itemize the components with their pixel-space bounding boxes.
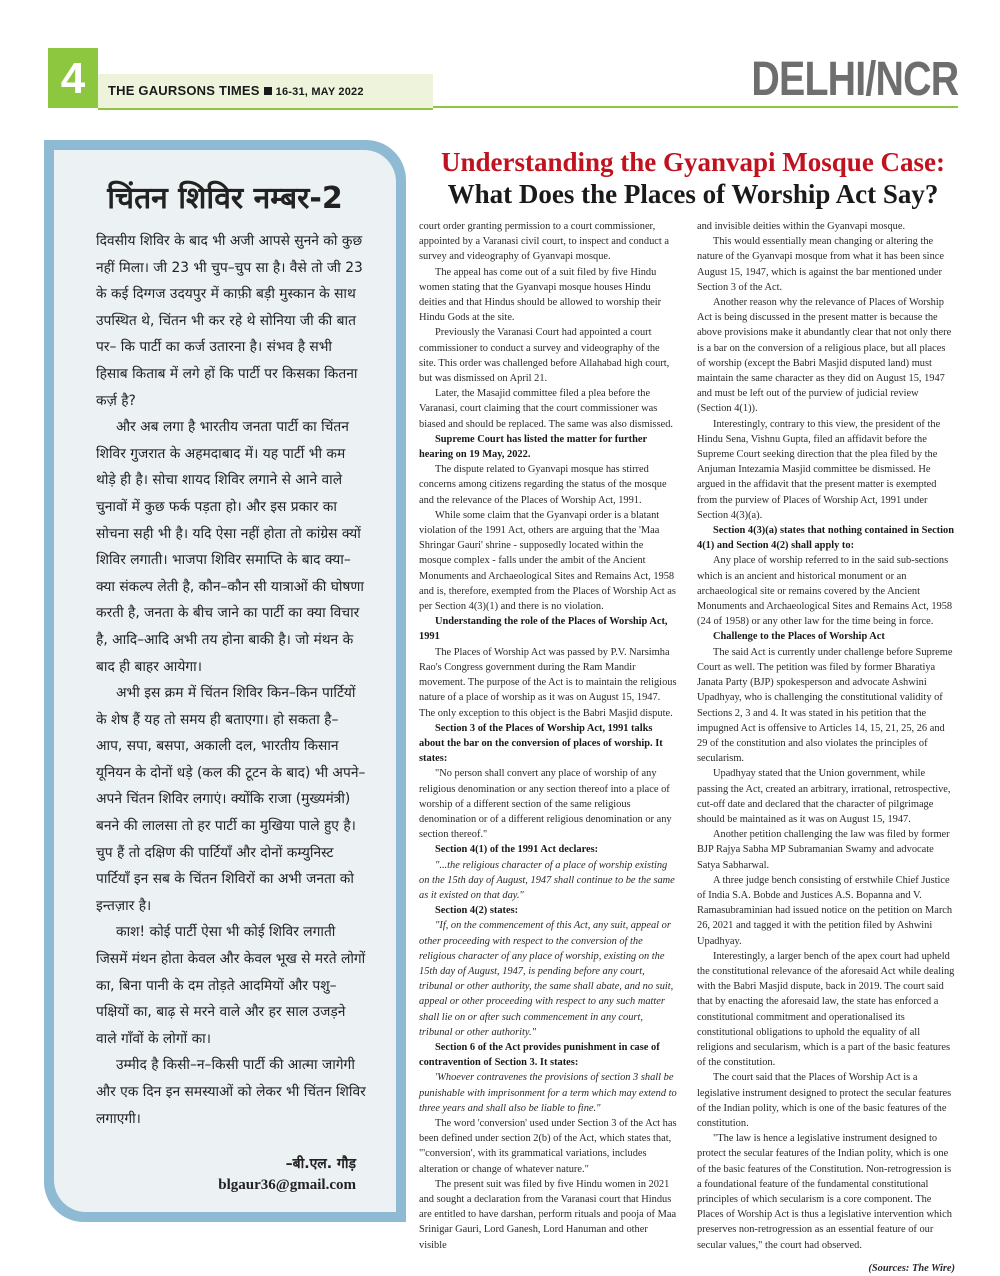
article-paragraph: Previously the Varanasi Court had appointed a court commissioner to conduct a survey and videography of the site. This order was challenged before Allahabad high court, but was dismissed on April 21. [419,327,670,385]
article-subheading: Section 4(1) of the 1991 Act declares: [435,844,599,856]
masthead-strip [98,74,433,110]
headline-line-2: What Does the Places of Worship Act Say? [447,179,939,209]
article-paragraph: The said Act is currently under challenge before Supreme Court as well. The petition was filed by former Bharatiya Janata Party (BJP) spokesperson and advocate Ashwini Upadhyay, who is challenging the constitutional validity of Sections 2, 3 and 4. It was stated in his petition that the impugned Act is offensive to Articles 14, 15, 21, 25, 26 and 29 of the constitution and also violates the principles of secularism. [697,646,953,765]
article-subheading: Supreme Court has listed the matter for further hearing on 19 May, 2022. [419,433,647,461]
page-header [48,48,958,110]
editorial-paragraph: दिवसीय शिविर के बाद भी अजी आपसे सुनने को कुछ नहीं मिला। जी 23 भी चुप–चुप सा है। वैसे तो जी 23 के कई दिग्गज उदयपुर में काफ़ी बड़ी मुस्कान के साथ उपस्थित थे, चिंतन भी कर रहे थे सोनिया जी की बात पर– कि पार्टी का कर्ज उतारना है। संभव है सभी हिसाब किताब में लगे हों कि पार्टी पर किसका कितना कर्ज़ है? [96,233,363,409]
article-paragraph: court order granting permission to a court commissioner, appointed by a Varanasi civil court, to inspect and conduct a survey and videography of Gyanvapi mosque. [419,221,669,263]
article-paragraph: The appeal has come out of a suit filed by five Hindu women stating that the Gyanvapi mosque houses Hindu deities and that Hindus should be allowed to worship their Hindu Gods at the site. [419,266,662,324]
editorial-body [96,228,366,1132]
editorial-paragraph: काश! कोई पार्टी ऐसा भी कोई शिविर लगाती जिसमें मंथन होता केवल और केवल भूख से मरते लोगों का, बिना पानी के दम तोड़ते आदमियों और पशु–पक्षियों का, बाढ़ से मरने वाले और हर साल उजड़ने वाले गाँवों के लोगों का। [96,924,366,1047]
article-subheading: Understanding the role of the Places of Worship Act, 1991 [419,616,668,643]
author-name: –बी.एल. गौड़ [285,1156,356,1172]
article-subheading: Section 4(2) states: [435,905,519,917]
article-quote: 'Whoever contravenes the provisions of section 3 shall be punishable with imprisonment for a term which may extend to three years and shall also be liable to fine." [419,1072,677,1114]
article-subheading: Section 6 of the Act provides punishment in case of contravention of Section 3. It states: [419,1041,660,1069]
article-subheading: Section 4(3)(a) states that nothing contained in Section 4(1) and Section 4(2) shall apply to: [697,525,955,552]
square-bullet-icon [264,87,272,95]
article-column-1 [419,219,677,1253]
article-paragraph: Another petition challenging the law was filed by former BJP Rajya Sabha MP Subramanian Swamy and advocate Satya Sabharwal. [697,829,950,871]
editorial-paragraph: उम्मीद है किसी–न–किसी पार्टी की आत्मा जागेगी और एक दिन इन समस्याओं को लेकर भी चिंतन शिविर लगाएगी। [96,1057,366,1127]
article-paragraph: and invisible deities within the Gyanvapi mosque. [697,221,906,232]
page-number: 4 [48,48,98,108]
editorial-title: चिंतन शिविर नम्बर-2 [107,181,343,216]
article-paragraph: This would essentially mean changing or altering the nature of the Gyanvapi mosque from what it has been since August 15, 1947, which is against the bar mentioned under Section 3 of the Act. [697,236,944,293]
author-signature [218,1154,356,1194]
article-paragraph: Upadhyay stated that the Union government, while passing the Act, created an arbitrary, irrational, retrospective, cut-off date and declared that the character of pilgrimage should be maintained as it was on August 15, 1947. [697,768,951,825]
article-quote: "...the religious character of a place of worship existing on the 15th day of August, 1947 shall continue to be the same as it existed on that day." [419,859,675,901]
article-paragraph: Later, the Masajid committee filed a plea before the Varanasi, court claiming that the court commissioner was biased and should be replaced. The same was also dismissed. [419,388,674,430]
article-paragraph: A three judge bench consisting of erstwhile Chief Justice of India S.A. Bobde and Justices A.S. Bopanna and V. Ramasubraminian had issued notice on the petition on March 26, 2021 and tagged it with the petition filed by Ashwini Upadhyay. [697,874,953,947]
article-paragraph: While some claim that the Gyanvapi order is a blatant violation of the 1991 Act, others are arguing that the 'Maa Shringar Gauri' shrine - supposedly located within the mosque complex - falls under the ambit of the Ancient Monuments and Archaeological Sites and Remains Act, 1958 and is, therefore, exempted from the Places of Worship Act as per Section 4(3)(1) and there is no violation. [419,509,676,613]
article-paragraph: "No person shall convert any place of worship of any religious denomination or any section thereof into a place of worship of a different section of the same religious denomination or of a different religious denomination or any section thereof." [419,768,672,841]
article-paragraph: Interestingly, contrary to this view, the president of the Hindu Sena, Vishnu Gupta, filed an affidavit before the Supreme Court seeking direction that the plea filed by the Anjuman Intezamia Masjid committee be dismissed. He argued in the affidavit that the present matter is exempted from the purview of Places of Worship Act, 1991 under Section 4(3)(a). [697,418,941,521]
editorial-paragraph: अभी इस क्रम में चिंतन शिविर किन–किन पार्टियों के शेष हैं यह तो समय ही बताएगा। हो सकता है– आप, सपा, बसपा, अकाली दल, भारतीय किसान यूनियन के दोनों धड़े (कल की टूटन के बाद) भी अपने–अपने चिंतन शिविर लगाएं। क्योंकि राजा (मुख्यमंत्री) बनने की लालसा तो हर पार्टी का मुखिया पाले हुए है। चुप हैं तो दक्षिण की पार्टियाँ और दोनों कम्युनिस्ट पार्टियाँ इन सब के चिंतन शिविरों का अभी जनता को इन्तज़ार है। [96,685,366,914]
article-paragraph: The Places of Worship Act was passed by P.V. Narsimha Rao's Congress government during the Ram Mandir movement. The purpose of the Act is to maintain the religious nature of a place of worship as it was on August 15, 1947. The only exception to this object is the Babri Masjid dispute. [419,646,677,719]
article-paragraph: The court said that the Places of Worship Act is a legislative instrument designed to protect the secular features of the Indian polity, which is one of the basic features of the constitution. [697,1072,952,1129]
article-paragraph: "The law is hence a legislative instrument designed to protect the secular features of the Indian polity, which is one of the basic features of the Constitution. Non-retrogression is a foundational feature of the fundamental constitutional principles of which secularism is a core component. The Places of Worship Act is thus a legislative intervention which preserves non-retrogression as an essential feature of our secular values," the court had observed. [697,1133,952,1251]
article-subheading: Section 3 of the Places of Worship Act, 1991 talks about the bar on the conversion of places of worship. It states: [419,722,663,765]
article-paragraph: Another reason why the relevance of Places of Worship Act is being discussed in the present matter is because the above provisions make it abundantly clear that not only there is a bar on the conversion of a religious place, but all places of worship (except the Babri Masjid disputed land) must maintain the same character as they did on August 15, 1947 and must be left out of the purview of judicial review (Section 4(1)). [697,297,952,415]
publication-name: THE GAURSONS TIMES [108,83,260,98]
article-headline [418,146,968,210]
editorial-box [44,140,406,1222]
issue-date: 16-31, MAY 2022 [275,86,364,98]
article-paragraph: The dispute related to Gyanvapi mosque has stirred concerns among citizens regarding the status of the mosque and the relevance of the Places of Worship Act, 1991. [419,464,667,506]
article-column-2 [697,219,955,1276]
article-paragraph: The word 'conversion' used under Section 3 of the Act has been defined under section 2(b) of the Act, which states that, "'conversion', with its grammatical variations, includes alteration or change of whatever nature." [419,1117,677,1175]
article-paragraph: Any place of worship referred to in the said sub-sections which is an ancient and historical monument or an archaeological site or remains covered by the Ancient Monuments and Archaeological Sites and Remains Act, 1958 (24 of 1958) or any other law for the time being in force. [697,555,953,628]
article-paragraph: The present suit was filed by five Hindu women in 2021 and sought a declaration from the Varanasi court that Hindus are entitled to have darshan, perform rituals and pooja of Maa Srinigar Gauri, Lord Ganesh, Lord Hanuman and other visible [419,1178,677,1251]
article-paragraph: Interestingly, a larger bench of the apex court had upheld the constitutional relevance of the aforesaid Act while dealing with the Babri Masjid dispute, back in 2019. The court said that by enacting the aforesaid law, the state has enforced a constitutional commitment and operationalised its constitutional obligations to uphold the equality of all religions and secularism, which is a part of the basic features of the constitution. [697,950,955,1069]
editorial-paragraph: और अब लगा है भारतीय जनता पार्टी का चिंतन शिविर गुजरात के अहमदाबाद में। यह पार्टी भी कम थोड़े ही है। सोचा शायद शिविर लगाने से आने वाले चुनावों में कुछ फर्क पड़ता हो। और इस प्रकार का सोचना सही भी है। यदि ऐसा नहीं होता तो कांग्रेस क्यों शिविर लगाती। भाजपा शिविर समाप्ति के बाद क्या–क्या संकल्प लेती है, कौन–कौन सी यात्राओं की घोषणा करती है, जनता के बीच जाने का पार्टी का क्या विचार है, आदि–आदि अभी तय होना बाकी है। जो मंथन के बाद ही बाहर आयेगा। [96,419,364,675]
article-subheading: Challenge to the Places of Worship Act [713,631,885,643]
article-source: (Sources: The Wire) [868,1262,955,1274]
article-quote: "If, on the commencement of this Act, any suit, appeal or other proceeding with respect to the conversion of the religious character of any place of worship, existing on the 15th day of August, 1947, is pending before any court, tribunal or other authority, the same shall abate, and no suit, appeal or other proceeding with respect to any such matter shall lie on or after such commencement in any court, tribunal or other authority." [419,920,674,1038]
author-email: blgaur36@gmail.com [218,1177,356,1193]
section-title: DELHI/NCR [751,53,958,106]
headline-line-1: Understanding the Gyanvapi Mosque Case: [440,147,946,177]
